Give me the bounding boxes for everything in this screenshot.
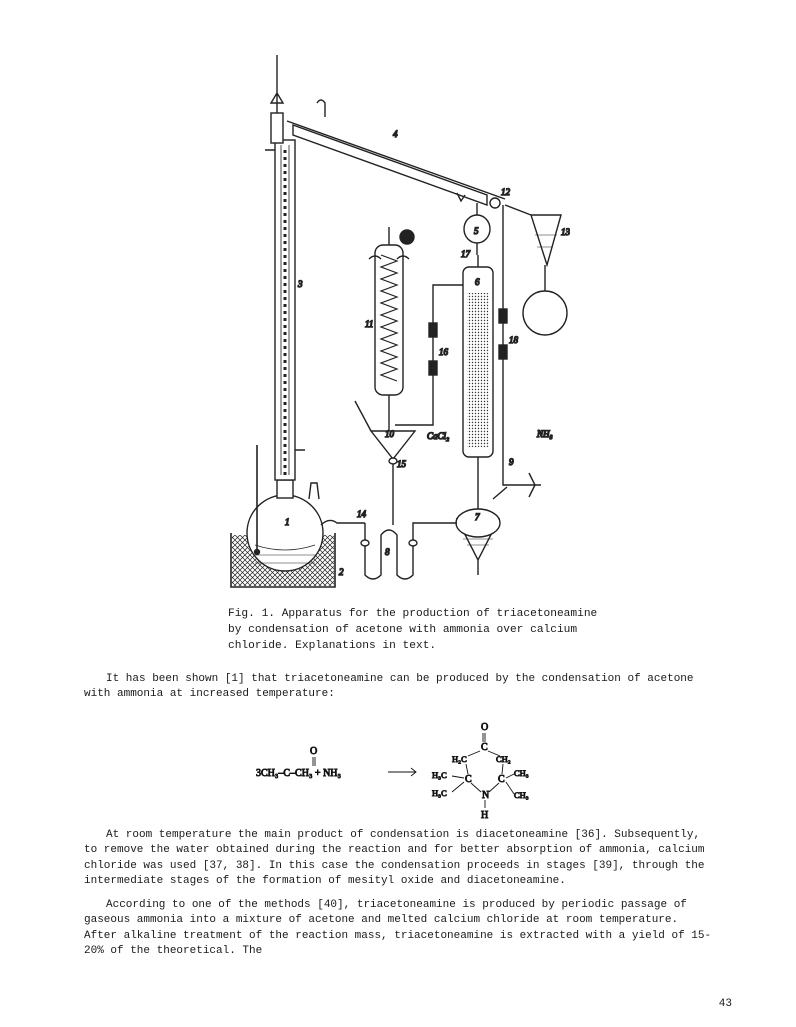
reaction-arrow <box>388 768 416 776</box>
label-1: 1 <box>285 517 290 527</box>
label-3: 3 <box>298 279 303 289</box>
ring-h2c: H₂C <box>452 754 467 764</box>
column-3 <box>275 140 295 480</box>
label-cacl2: CaCl₂ <box>427 431 450 441</box>
u-tube-8 <box>365 523 457 579</box>
reactant-carbonyl-o: O <box>310 746 318 757</box>
label-4: 4 <box>393 129 398 139</box>
label-8: 8 <box>385 547 390 557</box>
label-18: 18 <box>509 335 518 345</box>
page-number: 43 <box>718 998 732 1010</box>
label-13: 13 <box>561 227 570 237</box>
reaction-scheme <box>256 720 556 820</box>
label-15: 15 <box>397 459 406 469</box>
ring-top-o: O <box>481 722 489 733</box>
paragraph-2: At room temperature the main product of condensation is diacetoneamine [36]. Subsequently, to remove the water obtained during the reaction and for better absorption of ammonia, calcium chloride was used [37, 38]. In this case the condensation proceeds in stages [39], through the intermediate stages of the formation of mesityl oxide and diacetoneamine. <box>84 829 705 887</box>
ring-ch3-lower: CH₃ <box>514 790 529 800</box>
label-16: 16 <box>439 347 448 357</box>
label-11: 11 <box>365 319 374 329</box>
ring-h3c-lower: H₃C <box>432 788 447 798</box>
ring-h: H <box>481 810 489 820</box>
label-5: 5 <box>474 226 479 236</box>
paragraph-1: It has been shown [1] that triacetoneamine can be produced by the condensation of acetone with ammonia at increased temperature: <box>84 673 694 701</box>
label-2: 2 <box>339 567 344 577</box>
label-14: 14 <box>357 509 366 519</box>
paragraph-3: According to one of the methods [40], triacetoneamine is produced by periodic passage of gaseous ammonia into a mixture of acetone and melted calcium chloride at room temperature. After alkaline treatment of the reaction mass, triacetoneamine is extracted with a yield of 15-20% of the theoretical. The <box>84 899 712 957</box>
label-6: 6 <box>475 277 480 287</box>
label-17: 17 <box>461 249 470 259</box>
flask-1 <box>247 495 323 571</box>
label-10: 10 <box>385 429 394 439</box>
condenser-4 <box>293 125 487 205</box>
label-nh3: NH₃ <box>537 429 553 439</box>
label-12: 12 <box>501 187 510 197</box>
ring-c-left: C <box>465 774 472 785</box>
reactant-formula: 3CH₃–C–CH₃ + NH₃ <box>256 768 341 779</box>
ring-n: N <box>482 790 490 801</box>
ring-h3c-upper: H₃C <box>432 770 447 780</box>
apparatus-figure <box>225 55 570 605</box>
label-9: 9 <box>509 457 514 467</box>
label-7: 7 <box>475 512 480 522</box>
figure-caption: Fig. 1. Apparatus for the production of triacetoneamine by condensation of acetone with ammonia over calcium chloride. Explanations in text. <box>228 608 598 652</box>
ring-c-right: C <box>498 774 505 785</box>
ring-ch3-upper: CH₃ <box>514 768 529 778</box>
flask-13 <box>523 291 567 335</box>
ring-ch2: CH₂ <box>496 754 511 764</box>
ring-top-c: C <box>481 742 488 753</box>
funnel-13 <box>531 215 561 265</box>
